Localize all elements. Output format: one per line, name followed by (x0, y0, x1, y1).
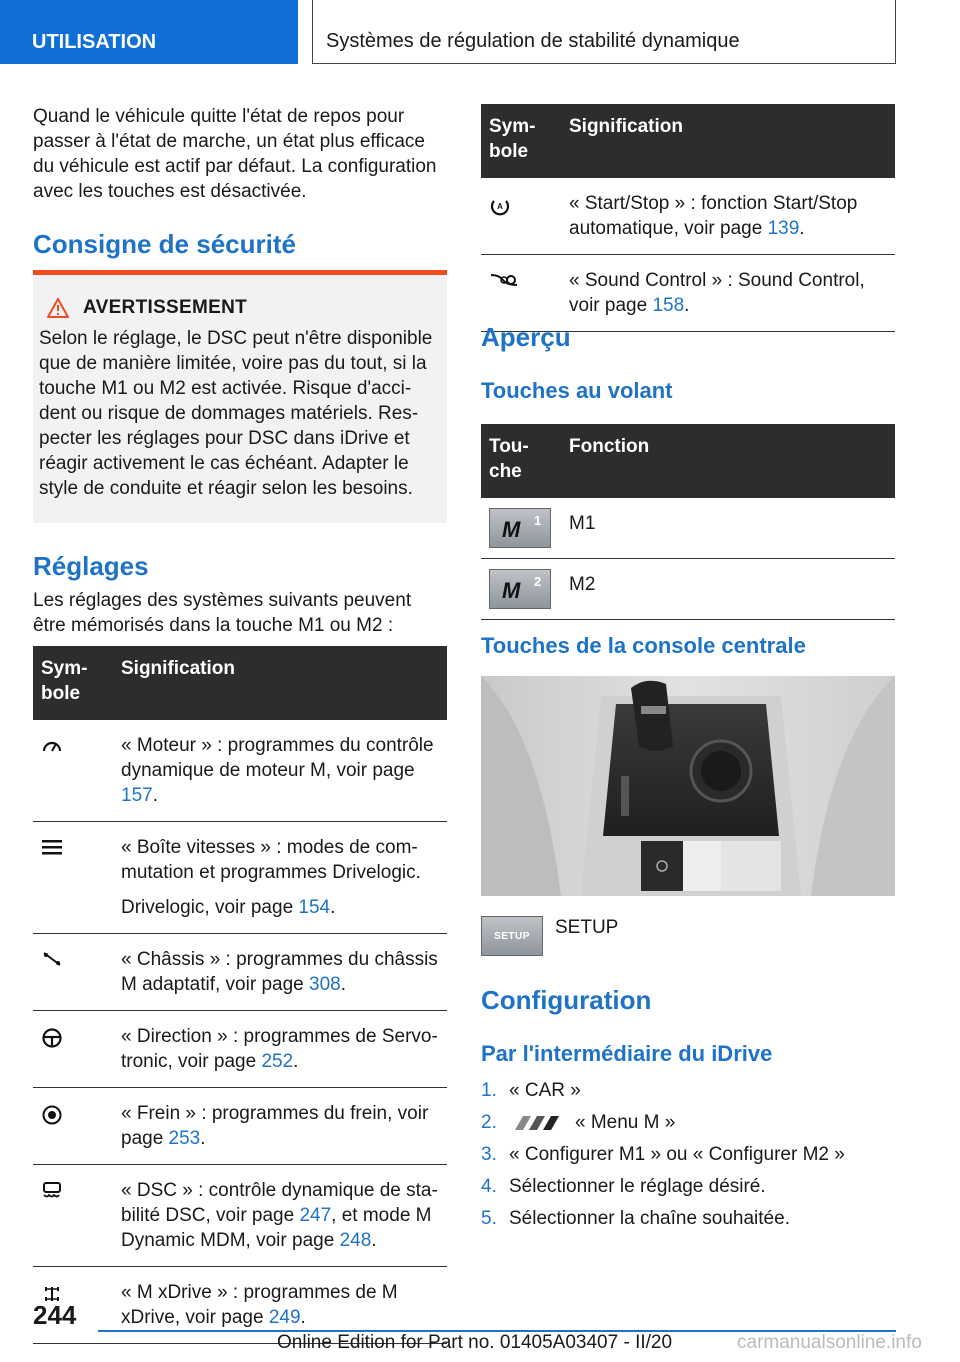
table-row (481, 178, 895, 255)
step-number: 1. (481, 1080, 497, 1101)
row-text: « Frein » : programmes du frein, voir page (121, 1103, 429, 1149)
safety-heading: Consigne de sécurité (33, 229, 296, 259)
row-text-end: . (300, 1307, 306, 1328)
row-text: « Sound Control » : Sound Control, voir page (569, 270, 865, 316)
table-row (33, 720, 447, 822)
col-function-header: Fonction (561, 424, 895, 498)
row-text-end: . (684, 295, 690, 316)
overview-heading: Aperçu (481, 322, 571, 352)
page-link[interactable]: 249 (268, 1307, 301, 1328)
table-row (481, 498, 895, 559)
steering-keys-heading: Touches au volant (481, 378, 673, 403)
start-stop-icon (489, 194, 511, 216)
steering-icon (41, 1027, 63, 1049)
footer-watermark: carmanualsonline.info (737, 1332, 922, 1353)
table-row (33, 1011, 447, 1088)
idrive-heading: Par l'intermédiaire du iDrive (481, 1041, 773, 1066)
steering-keys-table (481, 424, 895, 620)
list-item (481, 1078, 895, 1103)
step-number: 5. (481, 1208, 497, 1229)
settings-heading: Réglages (33, 551, 149, 581)
page-link[interactable]: 252 (261, 1051, 294, 1072)
settings-symbol-table-continued (481, 104, 895, 332)
step-text: « Configurer M1 » ou « Configurer M2 » (509, 1144, 845, 1165)
m1-key-image (489, 508, 551, 548)
setup-button-text: SETUP (494, 930, 530, 942)
row-text-end: . (152, 785, 158, 806)
sound-control-icon (489, 271, 519, 289)
engine-icon (41, 738, 63, 754)
page-link[interactable]: 248 (339, 1230, 372, 1251)
col-key-header: Touche (481, 424, 561, 498)
step-number: 3. (481, 1144, 497, 1165)
console-keys-heading: Touches de la console centrale (481, 633, 806, 658)
list-item (481, 1206, 895, 1231)
row-text-end: . (200, 1128, 206, 1149)
row-text: « Direction » : programmes de Servotronic, voir page (121, 1026, 438, 1072)
warning-title: AVERTISSEMENT (83, 297, 248, 318)
col-meaning-header: Signification (113, 646, 447, 720)
brake-icon (41, 1104, 63, 1126)
setup-label: SETUP (555, 917, 619, 938)
table-row (33, 822, 447, 934)
row-text: « DSC » : contrôle dynamique de stabilité DSC, voir page (121, 1180, 438, 1226)
page-link[interactable]: 157 (121, 785, 153, 806)
row-text: « Boîte vitesses » : modes de commutation et programmes Drivelogic. (121, 837, 421, 883)
svg-text:2: 2 (534, 574, 542, 589)
page-link[interactable]: 139 (767, 218, 800, 239)
page-title: Systèmes de régulation de stabilité dynamique (326, 30, 740, 52)
center-console-photo (481, 676, 895, 896)
svg-text:M: M (502, 517, 521, 542)
setup-key-image (481, 916, 543, 956)
row-text-end: . (330, 897, 336, 918)
step-text: Sélectionner le réglage désiré. (509, 1176, 766, 1197)
m2-key-image (489, 569, 551, 609)
row-extra-text: Drivelogic, voir page (121, 897, 299, 918)
row-text-end: . (340, 974, 346, 995)
col-symbol-header: Symbole (481, 104, 561, 178)
svg-text:1: 1 (534, 513, 542, 528)
list-item (481, 1110, 895, 1135)
row-text: « Start/Stop » : fonction Start/Stop automatique, voir page (569, 193, 858, 239)
table-row (481, 559, 895, 620)
table-row (33, 1165, 447, 1267)
table-row (33, 934, 447, 1011)
footer-edition: Online Edition for Part no. 01405A03407 - II/20 (277, 1332, 673, 1353)
table-row (481, 255, 895, 332)
warning-text: Selon le réglage, le DSC peut n'être disponible que de manière limitée, voire pas du tout, si la touche M1 ou M2 est activée. Risque d'accident ou risque de dommages matériels. Respecter les réglages pour DSC dans iDrive et réagir activement le cas échéant. Adapter le style de conduite et réagir selon les besoins. (39, 328, 433, 499)
row-text: « Châssis » : programmes du châssis M adaptatif, voir page (121, 949, 438, 995)
step-number: 4. (481, 1176, 497, 1197)
warning-box (33, 270, 447, 523)
gearbox-icon (41, 838, 63, 856)
step-text: « Menu M » (575, 1112, 676, 1133)
step-text: « CAR » (509, 1080, 581, 1101)
page-link[interactable]: 308 (309, 974, 341, 995)
settings-symbol-table (33, 646, 447, 1344)
col-meaning-header: Signification (561, 104, 895, 178)
page-link[interactable]: 158 (652, 295, 685, 316)
step-number: 2. (481, 1112, 497, 1133)
list-item (481, 1174, 895, 1199)
m2-button-icon (492, 572, 548, 606)
center-console-illustration (481, 676, 895, 896)
step-text: Sélectionner la chaîne souhaitée. (509, 1208, 790, 1229)
warning-triangle-icon (47, 298, 69, 318)
m1-button-icon (492, 511, 548, 545)
page-link[interactable]: 154 (298, 897, 331, 918)
intro-paragraph: Quand le véhicule quitte l'état de repos pour passer à l'état de marche, un état plus efficace du véhicule est actif par défaut. La configuration avec les touches est désactivée. (33, 106, 437, 202)
row-text: « Moteur » : programmes du contrôle dynamique de moteur M, voir page (121, 735, 434, 781)
configuration-steps (481, 1078, 895, 1231)
page-number: 244 (33, 1300, 77, 1330)
row-text-mid: , et mode M Dynamic MDM, voir page (121, 1205, 432, 1251)
svg-text:A: A (497, 202, 503, 211)
table-row (33, 1088, 447, 1165)
m-logo-icon (511, 1114, 563, 1132)
dsc-icon (41, 1181, 63, 1201)
row-text-end: . (293, 1051, 299, 1072)
list-item (481, 1142, 895, 1167)
col-symbol-header: Symbole (33, 646, 113, 720)
row-text-end: . (799, 218, 805, 239)
row-text-end: . (371, 1230, 377, 1251)
function-m1: M1 (569, 513, 596, 534)
settings-text: Les réglages des systèmes suivants peuvent être mémorisés dans la touche M1 ou M2 : (33, 590, 412, 636)
page-link[interactable]: 253 (168, 1128, 201, 1149)
configuration-heading: Configuration (481, 985, 652, 1015)
function-m2: M2 (569, 574, 596, 595)
section-tab: UTILISATION (0, 0, 298, 64)
svg-text:M: M (502, 578, 521, 603)
chassis-icon (41, 950, 63, 968)
row-text: « M xDrive » : programmes de M xDrive, voir page (121, 1282, 398, 1328)
page-link[interactable]: 247 (299, 1205, 332, 1226)
